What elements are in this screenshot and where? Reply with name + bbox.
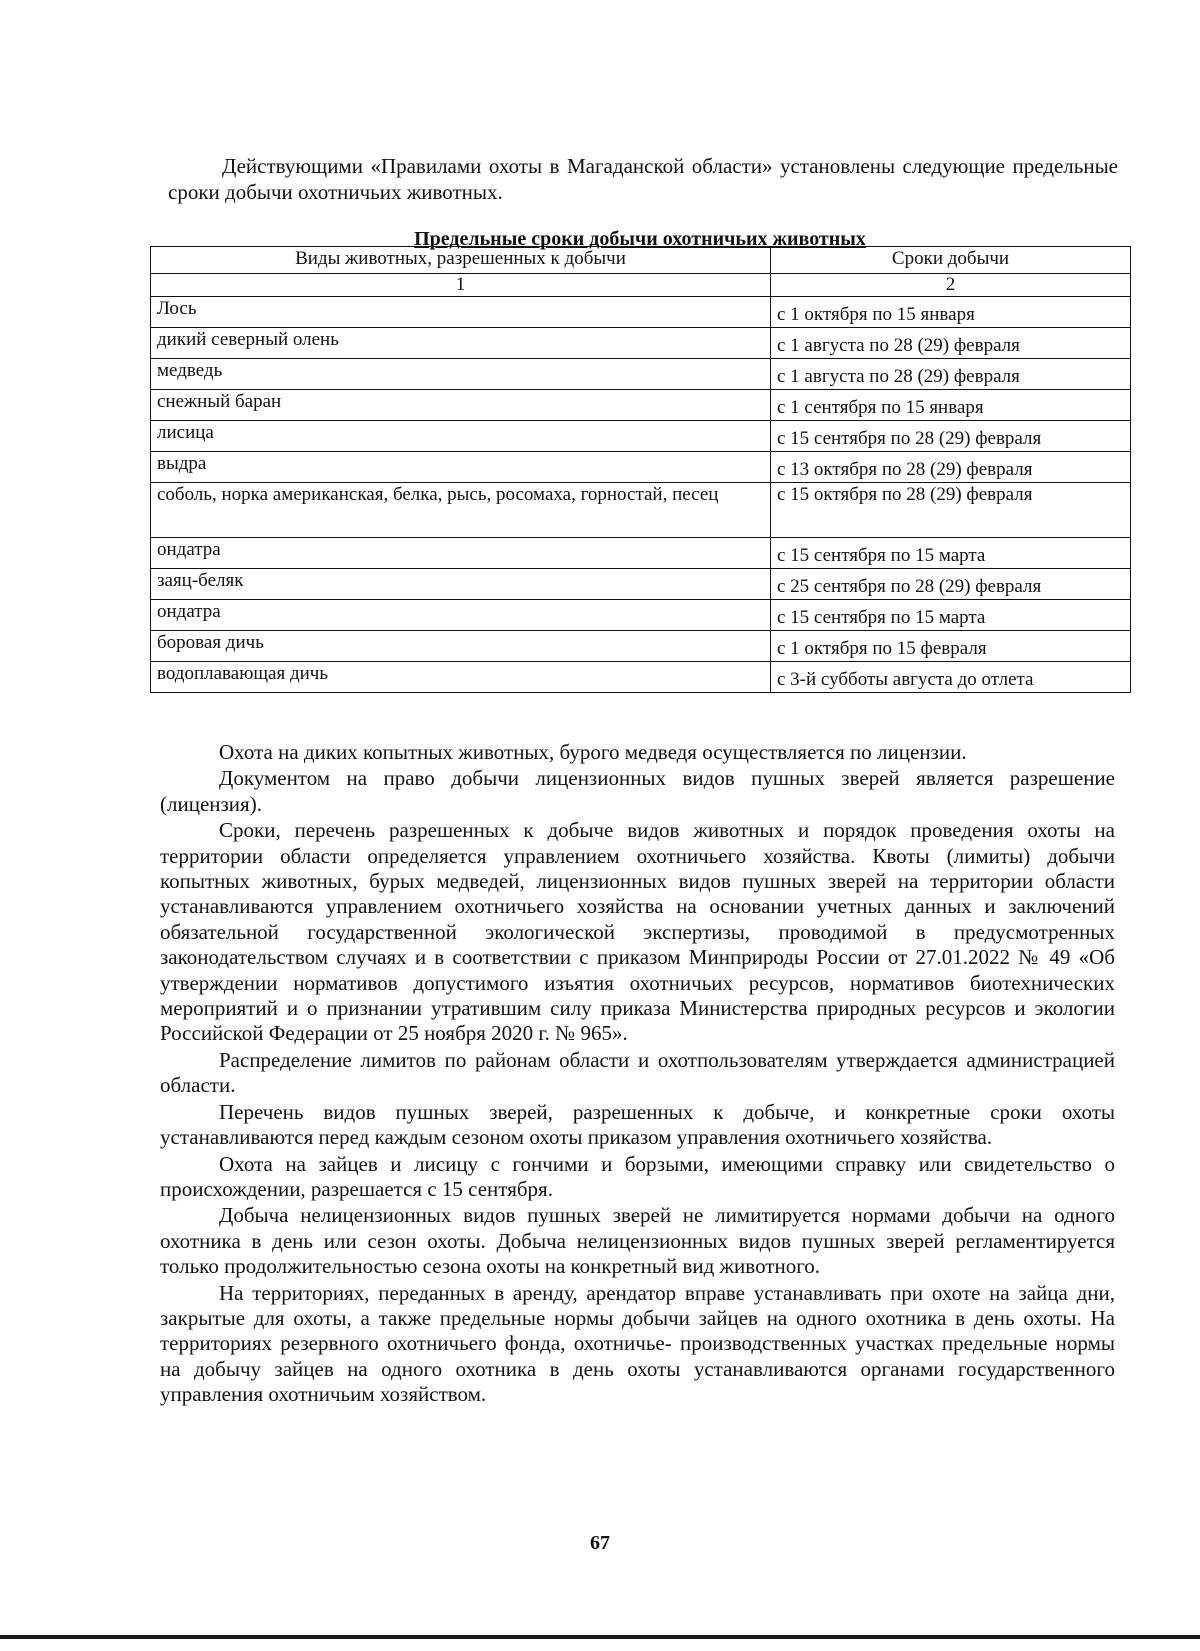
column-number-1: 1: [151, 274, 771, 297]
period-cell: с 15 сентября по 15 марта: [771, 538, 1131, 569]
animal-cell: заяц-беляк: [151, 569, 771, 600]
animal-cell: медведь: [151, 359, 771, 390]
body-text: [160, 740, 1115, 1409]
period-cell: с 15 сентября по 15 марта: [771, 600, 1131, 631]
table-row: [151, 662, 1131, 693]
animal-cell: боровая дичь: [151, 631, 771, 662]
animal-cell: лисица: [151, 421, 771, 452]
table-row: [151, 538, 1131, 569]
column-header-animals: Виды животных, разрешенных к добычи: [151, 247, 771, 274]
hunting-periods-table: [150, 246, 1131, 693]
table-row: [151, 483, 1131, 538]
paragraph: Добыча нелицензионных видов пушных зверей не лимитируется нормами добычи на одного охотника в день или сезон охоты. Добыча нелицензионных видов пушных зверей регламентируется только продолжительностью сезона охоты на конкретный вид животного.: [160, 1203, 1115, 1279]
animal-cell: ондатра: [151, 538, 771, 569]
paragraph: Перечень видов пушных зверей, разрешенных к добыче, и конкретные сроки охоты устанавливаются перед каждым сезоном охоты приказом управления охотничьего хозяйства.: [160, 1099, 1115, 1150]
table-row: [151, 452, 1131, 483]
animal-cell: соболь, норка американская, белка, рысь, росомаха, горностай, песец: [151, 483, 771, 538]
table-title: Предельные сроки добычи охотничьих животных: [414, 228, 866, 250]
period-cell: с 3-й субботы августа до отлета: [771, 662, 1131, 693]
scan-edge-rule: [0, 1635, 1200, 1639]
paragraph: Документом на право добычи лицензионных видов пушных зверей является разрешение (лицензия).: [160, 766, 1115, 816]
animal-cell: водоплавающая дичь: [151, 662, 771, 693]
animal-cell: ондатра: [151, 600, 771, 631]
period-cell: с 1 августа по 28 (29) февраля: [771, 328, 1131, 359]
table-row: [151, 297, 1131, 328]
paragraph: Охота на зайцев и лисицу с гончими и борзыми, имеющими справку или свидетельство о происхождении, разрешается с 15 сентября.: [160, 1151, 1115, 1201]
animal-cell: Лось: [151, 297, 771, 328]
table-row: [151, 421, 1131, 452]
column-header-periods: Сроки добычи: [771, 247, 1131, 274]
animal-cell: выдра: [151, 452, 771, 483]
period-cell: с 1 октября по 15 января: [771, 297, 1131, 328]
paragraph: Распределение лимитов по районам области и охотпользователям утверждается администрацией области.: [160, 1047, 1115, 1098]
table-row: [151, 390, 1131, 421]
page-number: 67: [590, 1532, 610, 1554]
period-cell: с 1 августа по 28 (29) февраля: [771, 359, 1131, 390]
table-row: [151, 569, 1131, 600]
table-row: [151, 359, 1131, 390]
period-cell: с 1 сентября по 15 января: [771, 390, 1131, 421]
intro-paragraph: Действующими «Правилами охоты в Магаданской области» установлены следующие предельные сроки добычи охотничьих животных.: [168, 154, 1118, 204]
table-row: [151, 631, 1131, 662]
paragraph: На территориях, переданных в аренду, арендатор вправе устанавливать при охоте на зайца дни, закрытые для охоты, а также предельные нормы добычи зайцев на одного охотника в день охоты. На территориях резервного охотничьего фонда, охотничье- производственных участках предельные нормы на добычу зайцев на одного охотника в день охоты устанавливаются органами государственного управления охотничьим хозяйством.: [160, 1280, 1115, 1407]
period-cell: с 13 октября по 28 (29) февраля: [771, 452, 1131, 483]
table-row: [151, 328, 1131, 359]
period-cell: с 15 сентября по 28 (29) февраля: [771, 421, 1131, 452]
table-row: [151, 600, 1131, 631]
column-number-2: 2: [771, 274, 1131, 297]
paragraph: Сроки, перечень разрешенных к добыче видов животных и порядок проведения охоты на территории области определяется управлением охотничьего хозяйства. Квоты (лимиты) добычи копытных животных, бурых медведей, лицензионных видов пушных зверей на территории области устанавливаются управлением охотничьего хозяйства на основании учетных данных и заключений обязательной государственной экологической экспертизы, проводимой в предусмотренных законодательством случаях и в соответствии с приказом Минприроды России от 27.01.2022 № 49 «Об утверждении нормативов допустимого изъятия охотничьих ресурсов, нормативов биотехнических мероприятий и о признании утратившим силу приказа Министерства природных ресурсов и экологии Российской Федерации от 25 ноября 2020 г. № 965».: [160, 818, 1115, 1046]
period-cell: с 15 октября по 28 (29) февраля: [771, 483, 1131, 538]
period-cell: с 25 сентября по 28 (29) февраля: [771, 569, 1131, 600]
animal-cell: снежный баран: [151, 390, 771, 421]
period-cell: с 1 октября по 15 февраля: [771, 631, 1131, 662]
animal-cell: дикий северный олень: [151, 328, 771, 359]
paragraph: Охота на диких копытных животных, бурого медведя осуществляется по лицензии.: [219, 740, 967, 764]
